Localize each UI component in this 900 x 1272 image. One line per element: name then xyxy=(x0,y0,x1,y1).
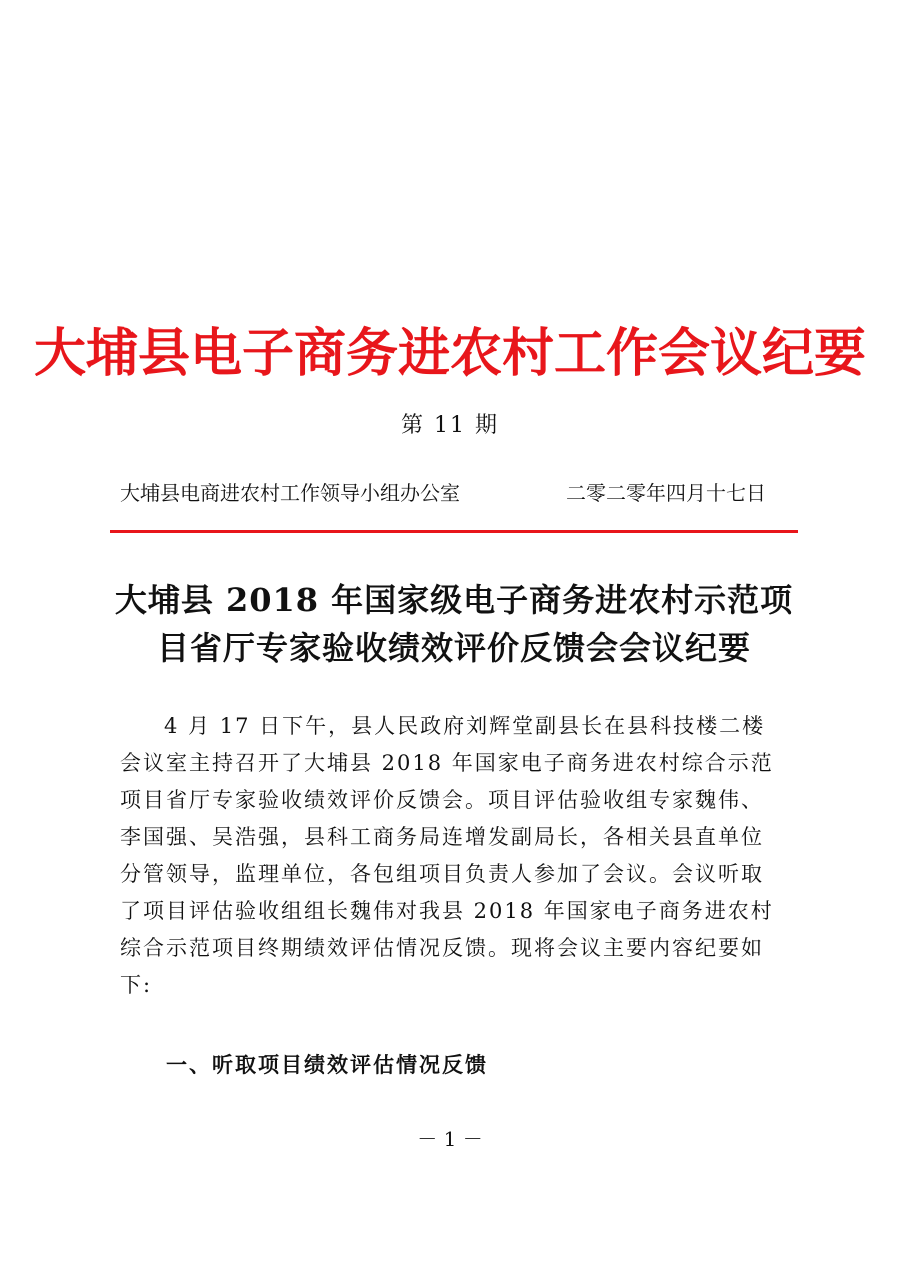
body-line: 李国强、吴浩强，县科工商务局连增发副局长，各相关县直单位 xyxy=(120,825,764,849)
body-line: 会议室主持召开了大埔县 2018 年国家电子商务进农村综合示范 xyxy=(120,751,774,775)
body-paragraph xyxy=(120,708,796,1004)
body-line: 项目省厅专家验收绩效评价反馈会。项目评估验收组专家魏伟、 xyxy=(120,788,764,812)
body-line: 综合示范项目终期绩效评估情况反馈。现将会议主要内容纪要如 xyxy=(120,936,764,960)
red-header-title: 大埔县电子商务进农村工作会议纪要 xyxy=(33,323,866,384)
document-title-line: 大埔县 2018 年国家级电子商务进农村示范项 xyxy=(114,581,794,619)
red-divider-rule xyxy=(110,530,798,533)
body-line: 了项目评估验收组组长魏伟对我县 2018 年国家电子商务进农村 xyxy=(120,899,774,923)
issue-date: 二零二零年四月十七日 xyxy=(566,481,766,505)
issuer-name: 大埔县电商进农村工作领导小组办公室 xyxy=(120,481,460,505)
document-title-line: 目省厅专家验收绩效评价反馈会会议纪要 xyxy=(156,629,751,667)
document-title xyxy=(110,576,798,672)
body-line: 4 月 17 日下午，县人民政府刘辉堂副县长在县科技楼二楼 xyxy=(164,714,766,738)
issuer-line xyxy=(120,476,780,510)
page-number: － 1 － xyxy=(417,1127,483,1151)
body-line: 下: xyxy=(120,973,153,997)
section-heading: 一、听取项目绩效评估情况反馈 xyxy=(166,1053,488,1077)
issue-number: 第 11 期 xyxy=(401,413,499,438)
body-line: 分管领导，监理单位，各包组项目负责人参加了会议。会议听取 xyxy=(120,862,764,886)
